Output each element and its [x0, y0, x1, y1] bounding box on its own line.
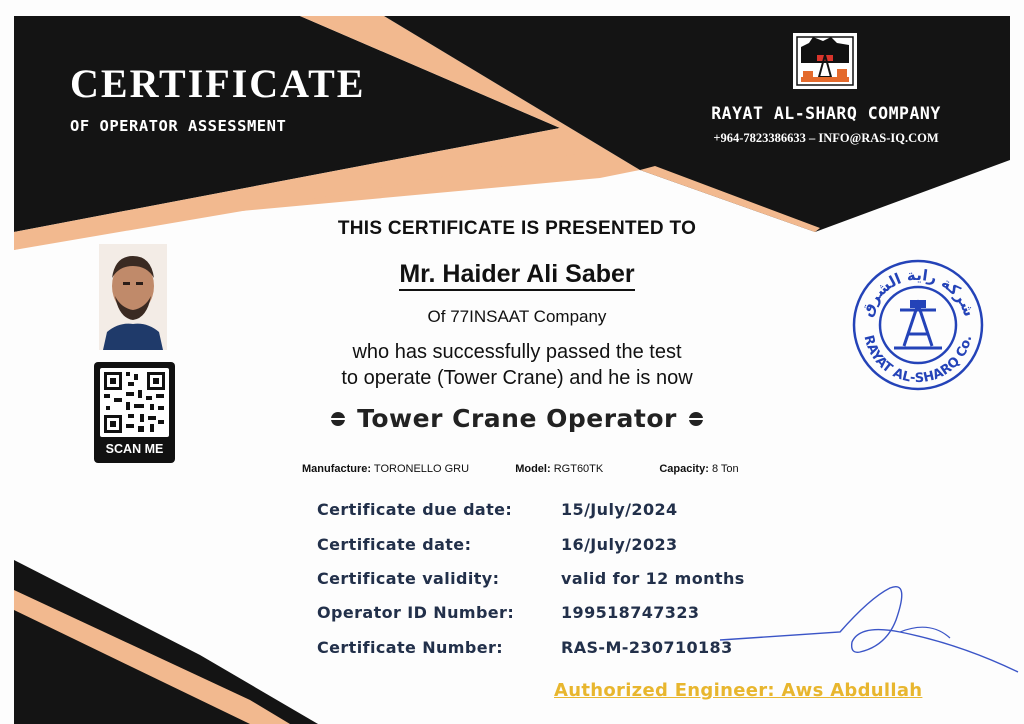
certificate-subtitle: OF OPERATOR ASSESSMENT — [70, 117, 287, 135]
svg-text:RAYAT AL-SHARQ Co.: RAYAT AL-SHARQ Co. — [860, 333, 976, 387]
right-bullet-icon — [689, 412, 703, 426]
recipient-name: Mr. Haider Ali Saber — [399, 260, 634, 291]
svg-text:شركة راية الشرق: شركة راية الشرق — [857, 265, 979, 319]
statement-line-1: who has successfully passed the test — [352, 341, 682, 363]
operator-photo — [99, 244, 167, 350]
company-name: RAYAT AL-SHARQ COMPANY — [711, 104, 941, 123]
detail-label: Certificate Number: — [317, 638, 504, 657]
left-bullet-icon — [331, 412, 345, 426]
company-stamp-icon — [848, 258, 988, 392]
signature-icon — [700, 580, 1020, 690]
detail-label: Certificate due date: — [317, 500, 513, 519]
statement-line-2: to operate (Tower Crane) and he is now — [341, 367, 693, 389]
detail-value: 199518747323 — [561, 603, 700, 622]
scan-me-label: SCAN ME — [105, 442, 164, 456]
model-value: RGT60TK — [553, 463, 604, 475]
manufacture-label: Manufacture: — [302, 463, 372, 475]
qr-code[interactable] — [94, 362, 175, 463]
capacity-label: Capacity: — [659, 463, 709, 475]
detail-row-certificate-date — [317, 535, 678, 554]
detail-value: RAS-M-230710183 — [561, 638, 733, 657]
detail-row-operator-id — [317, 603, 699, 622]
detail-value: valid for 12 months — [561, 569, 745, 588]
detail-label: Operator ID Number: — [317, 603, 515, 622]
authorized-engineer: Authorized Engineer: Aws Abdullah — [554, 680, 923, 701]
detail-row-certificate-number — [317, 638, 733, 657]
role-title: Tower Crane Operator — [357, 404, 677, 433]
detail-row-due-date — [317, 500, 678, 519]
detail-value: 16/July/2023 — [561, 535, 678, 554]
certificate-title: CERTIFICATE — [70, 61, 366, 106]
qr-code-pattern — [100, 368, 169, 437]
detail-value: 15/July/2024 — [561, 500, 678, 519]
company-logo-icon — [793, 33, 857, 89]
model-label: Model: — [515, 463, 551, 475]
presented-heading: THIS CERTIFICATE IS PRESENTED TO — [337, 218, 697, 239]
capacity-value: 8 Ton — [711, 463, 739, 475]
detail-row-validity — [317, 569, 745, 588]
recipient-company: Of 77INSAAT Company — [427, 307, 607, 326]
manufacture-value: TORONELLO GRU — [373, 463, 470, 475]
detail-label: Certificate date: — [317, 535, 472, 554]
company-contact: +964-7823386633 – INFO@RAS-IQ.COM — [713, 131, 939, 145]
equipment-specs — [302, 463, 739, 475]
detail-label: Certificate validity: — [317, 569, 500, 588]
